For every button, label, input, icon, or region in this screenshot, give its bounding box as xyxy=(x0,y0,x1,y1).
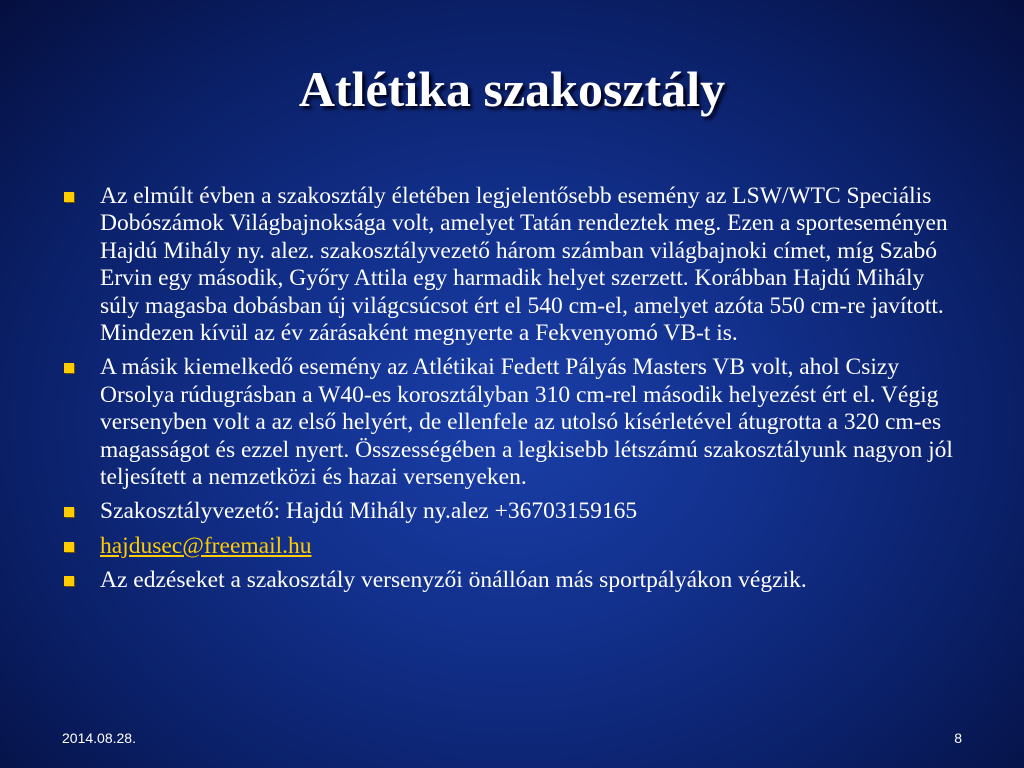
bullet-text: Az elmúlt évben a szakosztály életében legjelentősebb esemény az LSW/WTC Speciális Dobószámok Világbajnoksága volt, amelyet Tatán rendeztek meg. Ezen a sporteseményen Hajdú Mihály ny. alez. szakosztályvezető három számban világbajnoki címet, míg Szabó Ervin egy második, Győry Attila egy harmadik helyet szerzett. Korábban Hajdú Mihály súly magasba dobásban új világcsúcsot ért el 540 cm-el, amelyet azóta 550 cm-re javított. Mindezen kívül az év zárásaként megnyerte a Fekvenyomó VB-t is. xyxy=(100,183,948,347)
square-bullet-icon xyxy=(64,542,74,552)
square-bullet-icon xyxy=(64,507,74,517)
page-number: 8 xyxy=(954,730,962,746)
bullet-list xyxy=(62,183,962,602)
slide-title: Atlétika szakosztály xyxy=(298,61,726,117)
bullet-text: Az edzéseket a szakosztály versenyzői önállóan más sportpályákon végzik. xyxy=(100,567,807,594)
bullet-item xyxy=(62,183,962,347)
bullet-item xyxy=(62,533,962,560)
bullet-item xyxy=(62,567,962,594)
bullet-text: Szakosztályvezető: Hajdú Mihály ny.alez +36703159165 xyxy=(100,498,638,525)
square-bullet-icon xyxy=(64,363,74,373)
bullet-item xyxy=(62,498,962,525)
square-bullet-icon xyxy=(64,576,74,586)
footer-date: 2014.08.28. xyxy=(62,730,136,746)
bullet-item xyxy=(62,354,962,491)
bullet-text: A másik kiemelkedő esemény az Atlétikai Fedett Pályás Masters VB volt, ahol Csizy Orsolya rúdugrásban a W40-es korosztályban 310 cm-rel második helyezést ért el. Végig versenyben volt a az első helyért, de ellenfele az utolsó kísérletével átugrotta a 320 cm-es magasságot és ezzel nyert. Összességében a legkisebb létszámú szakosztályunk nagyon jól teljesített a nemzetközi és hazai versenyeken. xyxy=(100,354,953,491)
square-bullet-icon xyxy=(64,192,74,202)
email-link[interactable]: hajdusec@freemail.hu xyxy=(100,532,312,559)
